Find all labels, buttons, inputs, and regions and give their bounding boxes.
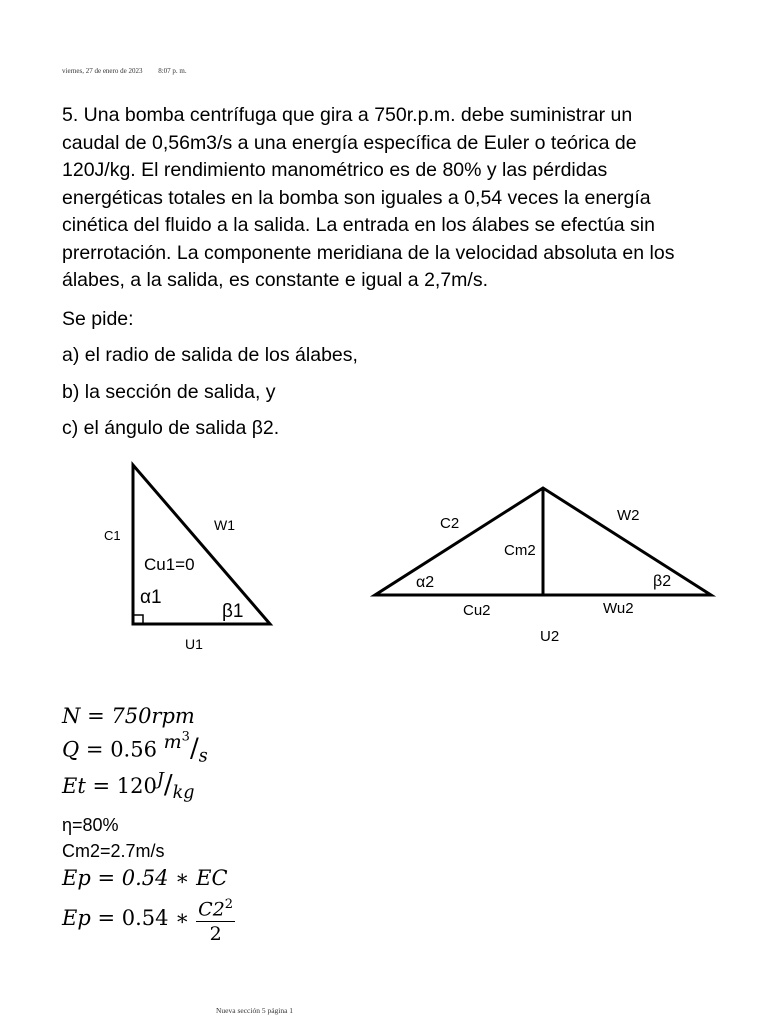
equation-ep-1: Ep = 0.54 ∗ EC [62,866,228,890]
eq-q-value: 0.56 [110,737,157,762]
eq-ep1-rhs: 0.54 ∗ EC [121,866,228,890]
label-cu2: Cu2 [463,602,491,619]
problem-line: energéticas totales en la bomba son iguales a 0,54 veces la energía [62,186,651,209]
label-beta1: β1 [222,601,244,622]
cm2-line-text: Cm2=2.7m/s [62,841,165,861]
label-cu1: Cu1=0 [144,555,195,574]
problem-line: 120J/kg. El rendimiento manométrico es de 80% y las pérdidas [62,159,608,181]
label-w1: W1 [214,517,235,533]
eq-ep2-lhs: Ep [62,906,91,931]
time-text: 8:07 p. m. [158,67,187,75]
eq-ep2-coef: 0.54 ∗ [121,906,190,931]
eq-q-exp: 3 [181,730,190,745]
equation-et: $Et = 120^J/_{kg}$ [62,770,195,804]
label-c1: C1 [104,528,121,543]
label-alpha2: α2 [416,574,435,591]
eq-et-den: kg [172,783,195,804]
question-c: c) el ángulo de salida β2. [62,417,280,439]
eq-ep2-num: C2 [198,898,225,921]
label-u1: U1 [185,636,203,652]
outlet-velocity-triangle [0,480,768,650]
problem-line: cinética del fluido a la salida. La entrada en los álabes se efectúa sin [62,214,655,236]
eq-et-num: J [156,770,164,790]
label-w2: W2 [617,507,640,524]
page-footer: Nueva sección 5 página 1 [216,1006,294,1015]
label-beta2: β2 [653,573,672,590]
problem-line: 5. Una bomba centrífuga que gira a 750r.p.m. debe suministrar un [62,104,633,126]
eq-n-rhs: 750rpm [111,704,195,728]
questions-intro: Se pide: [62,308,134,330]
eq-n-lhs: N [62,704,81,728]
problem-statement [62,102,768,295]
eq-et-lhs: Et [62,774,86,798]
equation-n: N = 750rpm [62,704,195,728]
eq-ep1-lhs: Ep [62,866,91,890]
problem-line: prerrotación. La componente meridiana de la velocidad absoluta en los [62,241,675,264]
eta-line: η=80% [62,815,119,835]
date-text: viernes, 27 de enero de 2023 [62,67,143,75]
eq-ep2-den: 2 [209,923,222,946]
eq-ep2-fraction [196,893,235,946]
eq-ep2-exp: 2 [224,897,234,912]
problem-line: álabes, a la salida, es constante e igual a 2,7m/s. [62,269,489,291]
equation-q: Q = 0.56 $^{m^3}/_s$ [62,730,208,767]
question-b: b) la sección de salida, y [62,381,276,403]
eq-q-den: s [198,746,208,767]
problem-line: caudal de 0,56m3/s a una energía específica de Euler o teórica de [62,131,637,154]
question-a: a) el radio de salida de los álabes, [62,344,358,366]
label-cm2: Cm2 [504,542,536,559]
eq-q-num: m [163,731,182,754]
eq-q-lhs: Q [62,737,80,762]
date-time-stamp [62,67,187,75]
eq-et-value: 120 [116,774,157,798]
label-u2: U2 [540,628,560,645]
label-alpha1: α1 [140,587,162,608]
equation-ep-2: Ep = 0.54 ∗ $\frac{C2^2}{2}$ [62,893,235,946]
label-wu2: Wu2 [603,600,634,617]
label-c2: C2 [440,515,460,532]
